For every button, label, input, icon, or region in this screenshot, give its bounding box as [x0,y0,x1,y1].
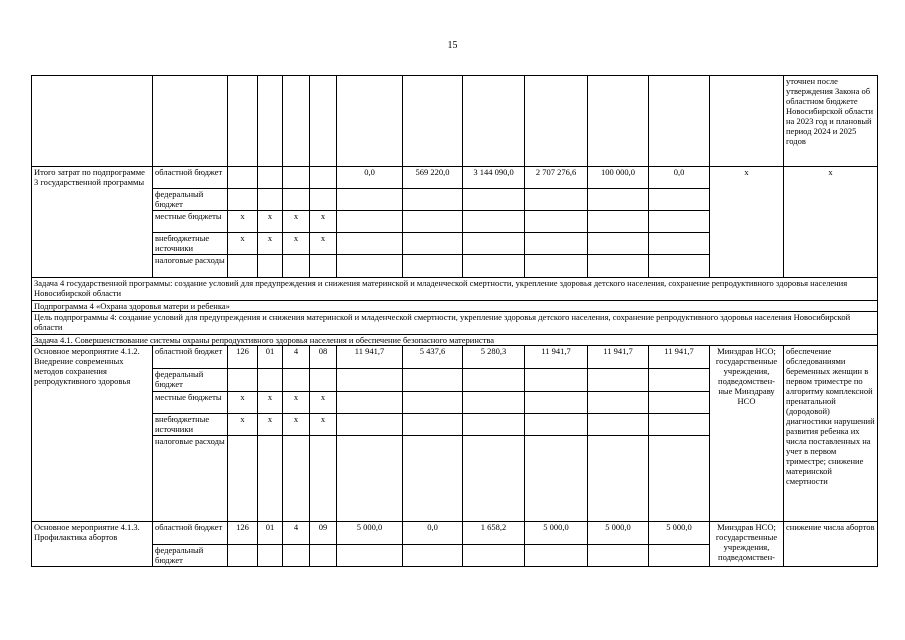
table-cell [258,189,283,211]
table-cell: х [228,392,258,414]
table-cell [337,189,403,211]
table-cell: х [784,167,878,278]
table-cell [337,392,403,414]
task-4-row: Задача 4 государственной программы: создание условий для предупреждения и снижения материнской и младенческой смертности, укрепление здоровья детского населения, сохранение репродуктивного здоровья населения Новосибирской области [32,278,878,301]
table-cell [228,255,258,278]
table-cell [310,369,337,392]
table-cell: х [258,211,283,233]
page-number: 15 [447,40,458,51]
table-cell [525,255,588,278]
table-cell [337,369,403,392]
table-cell [588,233,649,255]
table-cell [463,76,525,167]
table-row [32,76,878,167]
table-cell [403,189,463,211]
table-cell [588,189,649,211]
table-cell: 11 941,7 [588,346,649,369]
table-cell [525,211,588,233]
table-cell [525,369,588,392]
table-row [32,301,878,312]
table-cell [463,545,525,567]
table-cell: местные бюджеты [153,392,228,414]
table-cell [310,255,337,278]
table-cell: 2 707 276,6 [525,167,588,189]
measure-413-result: снижение числа абортов [784,522,878,567]
table-cell [258,255,283,278]
task-4-1-row: Задача 4.1. Совершенствование системы охраны репродуктивного здоровья населения и обеспечение безопасного материнства [32,335,878,346]
table-cell: х [310,233,337,255]
table-cell: местные бюджеты [153,211,228,233]
table-cell: 5 437,6 [403,346,463,369]
table-cell: 01 [258,522,283,545]
table-cell [228,189,258,211]
table-cell [228,436,258,522]
table-cell [463,233,525,255]
table-cell [403,436,463,522]
table-cell [649,436,710,522]
table-cell [403,414,463,436]
table-cell: х [710,167,784,278]
table-cell [588,76,649,167]
table-cell [258,436,283,522]
measure-413-label: Основное мероприятие 4.1.3. Профилактика абортов [32,522,153,567]
table-cell [337,545,403,567]
table-cell [258,167,283,189]
table-row [32,335,878,346]
table-row [32,312,878,335]
table-cell [463,414,525,436]
table-cell [258,545,283,567]
table-cell: федеральный бюджет [153,545,228,567]
table-cell [337,76,403,167]
table-cell: областной бюджет [153,522,228,545]
table-cell [649,211,710,233]
table-cell [228,167,258,189]
table-cell [525,76,588,167]
table-cell [463,392,525,414]
table-cell: областной бюджет [153,167,228,189]
table-cell: областной бюджет [153,346,228,369]
table-cell [588,414,649,436]
table-cell [525,545,588,567]
table-cell [310,189,337,211]
table-cell [525,189,588,211]
table-cell [228,369,258,392]
table-cell [283,167,310,189]
table-cell [310,545,337,567]
table-cell: 1 658,2 [463,522,525,545]
table-cell: х [283,414,310,436]
table-row [32,522,878,545]
table-cell [403,233,463,255]
table-cell [283,255,310,278]
table-cell: х [283,233,310,255]
table-cell: 0,0 [649,167,710,189]
table-row [32,278,878,301]
table-cell: 569 220,0 [403,167,463,189]
table-cell [403,211,463,233]
table-cell: 5 000,0 [649,522,710,545]
table-cell: 11 941,7 [337,346,403,369]
measure-412-result: обеспечение обследованиями беременных женщин в первом триместре по алгоритму комплексной пренатальной (дородовой) диагностики нарушений развития ребенка их числа поставленных на учет в первом триместре; снижение материнской смертности [784,346,878,522]
table-cell: х [310,392,337,414]
program-table [31,75,878,567]
table-cell [310,167,337,189]
table-cell [283,436,310,522]
table-cell: 5 280,3 [463,346,525,369]
table-cell: 4 [283,346,310,369]
table-cell: налоговые расходы [153,255,228,278]
goal-4-row: Цель подпрограммы 4: создание условий для предупреждения и снижения материнской и младенческой смертности, укрепление здоровья детского населения, сохранение репродуктивного здоровья населения Новосибирской области [32,312,878,335]
table-cell: 11 941,7 [649,346,710,369]
table-cell [228,76,258,167]
table-cell: 01 [258,346,283,369]
table-cell: х [228,233,258,255]
measure-413-executor: Минздрав НСО; государственные учреждения, подведомствен- [710,522,784,567]
table-cell [463,369,525,392]
table-cell: 126 [228,522,258,545]
table-cell [337,233,403,255]
table-cell [463,211,525,233]
table-cell: 5 000,0 [588,522,649,545]
table-cell [525,414,588,436]
table-cell: х [258,414,283,436]
table-cell [588,369,649,392]
table-cell [649,255,710,278]
table-cell: внебюджетные источники [153,233,228,255]
table-cell [403,76,463,167]
table-cell: 11 941,7 [525,346,588,369]
table-cell [258,369,283,392]
table-cell: 4 [283,522,310,545]
table-cell [258,76,283,167]
table-cell [337,414,403,436]
table-cell [649,392,710,414]
table-cell: х [258,392,283,414]
table-cell: федеральный бюджет [153,369,228,392]
total-label: Итого затрат по подпрограмме 3 государственной программы [32,167,153,278]
table-cell [649,189,710,211]
table-cell [649,545,710,567]
table-cell: х [228,211,258,233]
table-cell [228,545,258,567]
table-cell: х [283,392,310,414]
table-cell: 08 [310,346,337,369]
table-cell [588,545,649,567]
table-cell: х [310,414,337,436]
table-cell: 09 [310,522,337,545]
table-cell: 5 000,0 [337,522,403,545]
table-cell [403,255,463,278]
table-cell [463,436,525,522]
table-cell [283,76,310,167]
table-cell [463,255,525,278]
table-cell [283,189,310,211]
table-cell: 0,0 [337,167,403,189]
result-note: уточнен после утверждения Закона об областном бюджете Новосибирской области на 2023 год и плановый период 2024 и 2025 годов [784,76,878,167]
measure-412-executor: Минздрав НСО; государственные учреждения, подведомствен-ные Минздраву НСО [710,346,784,522]
table-cell [403,392,463,414]
table-cell: федеральный бюджет [153,189,228,211]
table-cell [337,211,403,233]
table-cell [588,255,649,278]
table-row [32,167,878,189]
table-cell: х [258,233,283,255]
table-cell [153,76,228,167]
table-cell [649,76,710,167]
table-cell: х [283,211,310,233]
table-cell: 0,0 [403,522,463,545]
subprogram-4-row: Подпрограмма 4 «Охрана здоровья матери и ребенка» [32,301,878,312]
table-cell: 3 144 090,0 [463,167,525,189]
table-cell [588,392,649,414]
table-cell [403,369,463,392]
measure-412-label: Основное мероприятие 4.1.2. Внедрение современных методов сохранения репродуктивного здоровья [32,346,153,522]
table-cell [463,189,525,211]
table-cell [649,369,710,392]
table-cell [710,76,784,167]
table-cell [337,436,403,522]
table-cell: 100 000,0 [588,167,649,189]
table-row [32,346,878,369]
table-cell [649,414,710,436]
table-cell [283,369,310,392]
table-cell [32,76,153,167]
table-cell [310,76,337,167]
table-cell [588,436,649,522]
table-cell: х [310,211,337,233]
table-cell [525,392,588,414]
table-cell [649,233,710,255]
table-cell: 5 000,0 [525,522,588,545]
table-cell [310,436,337,522]
table-cell [283,545,310,567]
table-cell: внебюджетные источники [153,414,228,436]
table-cell [588,211,649,233]
table-cell [525,436,588,522]
table-cell [525,233,588,255]
table-cell: 126 [228,346,258,369]
table-cell: х [228,414,258,436]
table-cell [403,545,463,567]
table-cell [337,255,403,278]
table-cell: налоговые расходы [153,436,228,522]
